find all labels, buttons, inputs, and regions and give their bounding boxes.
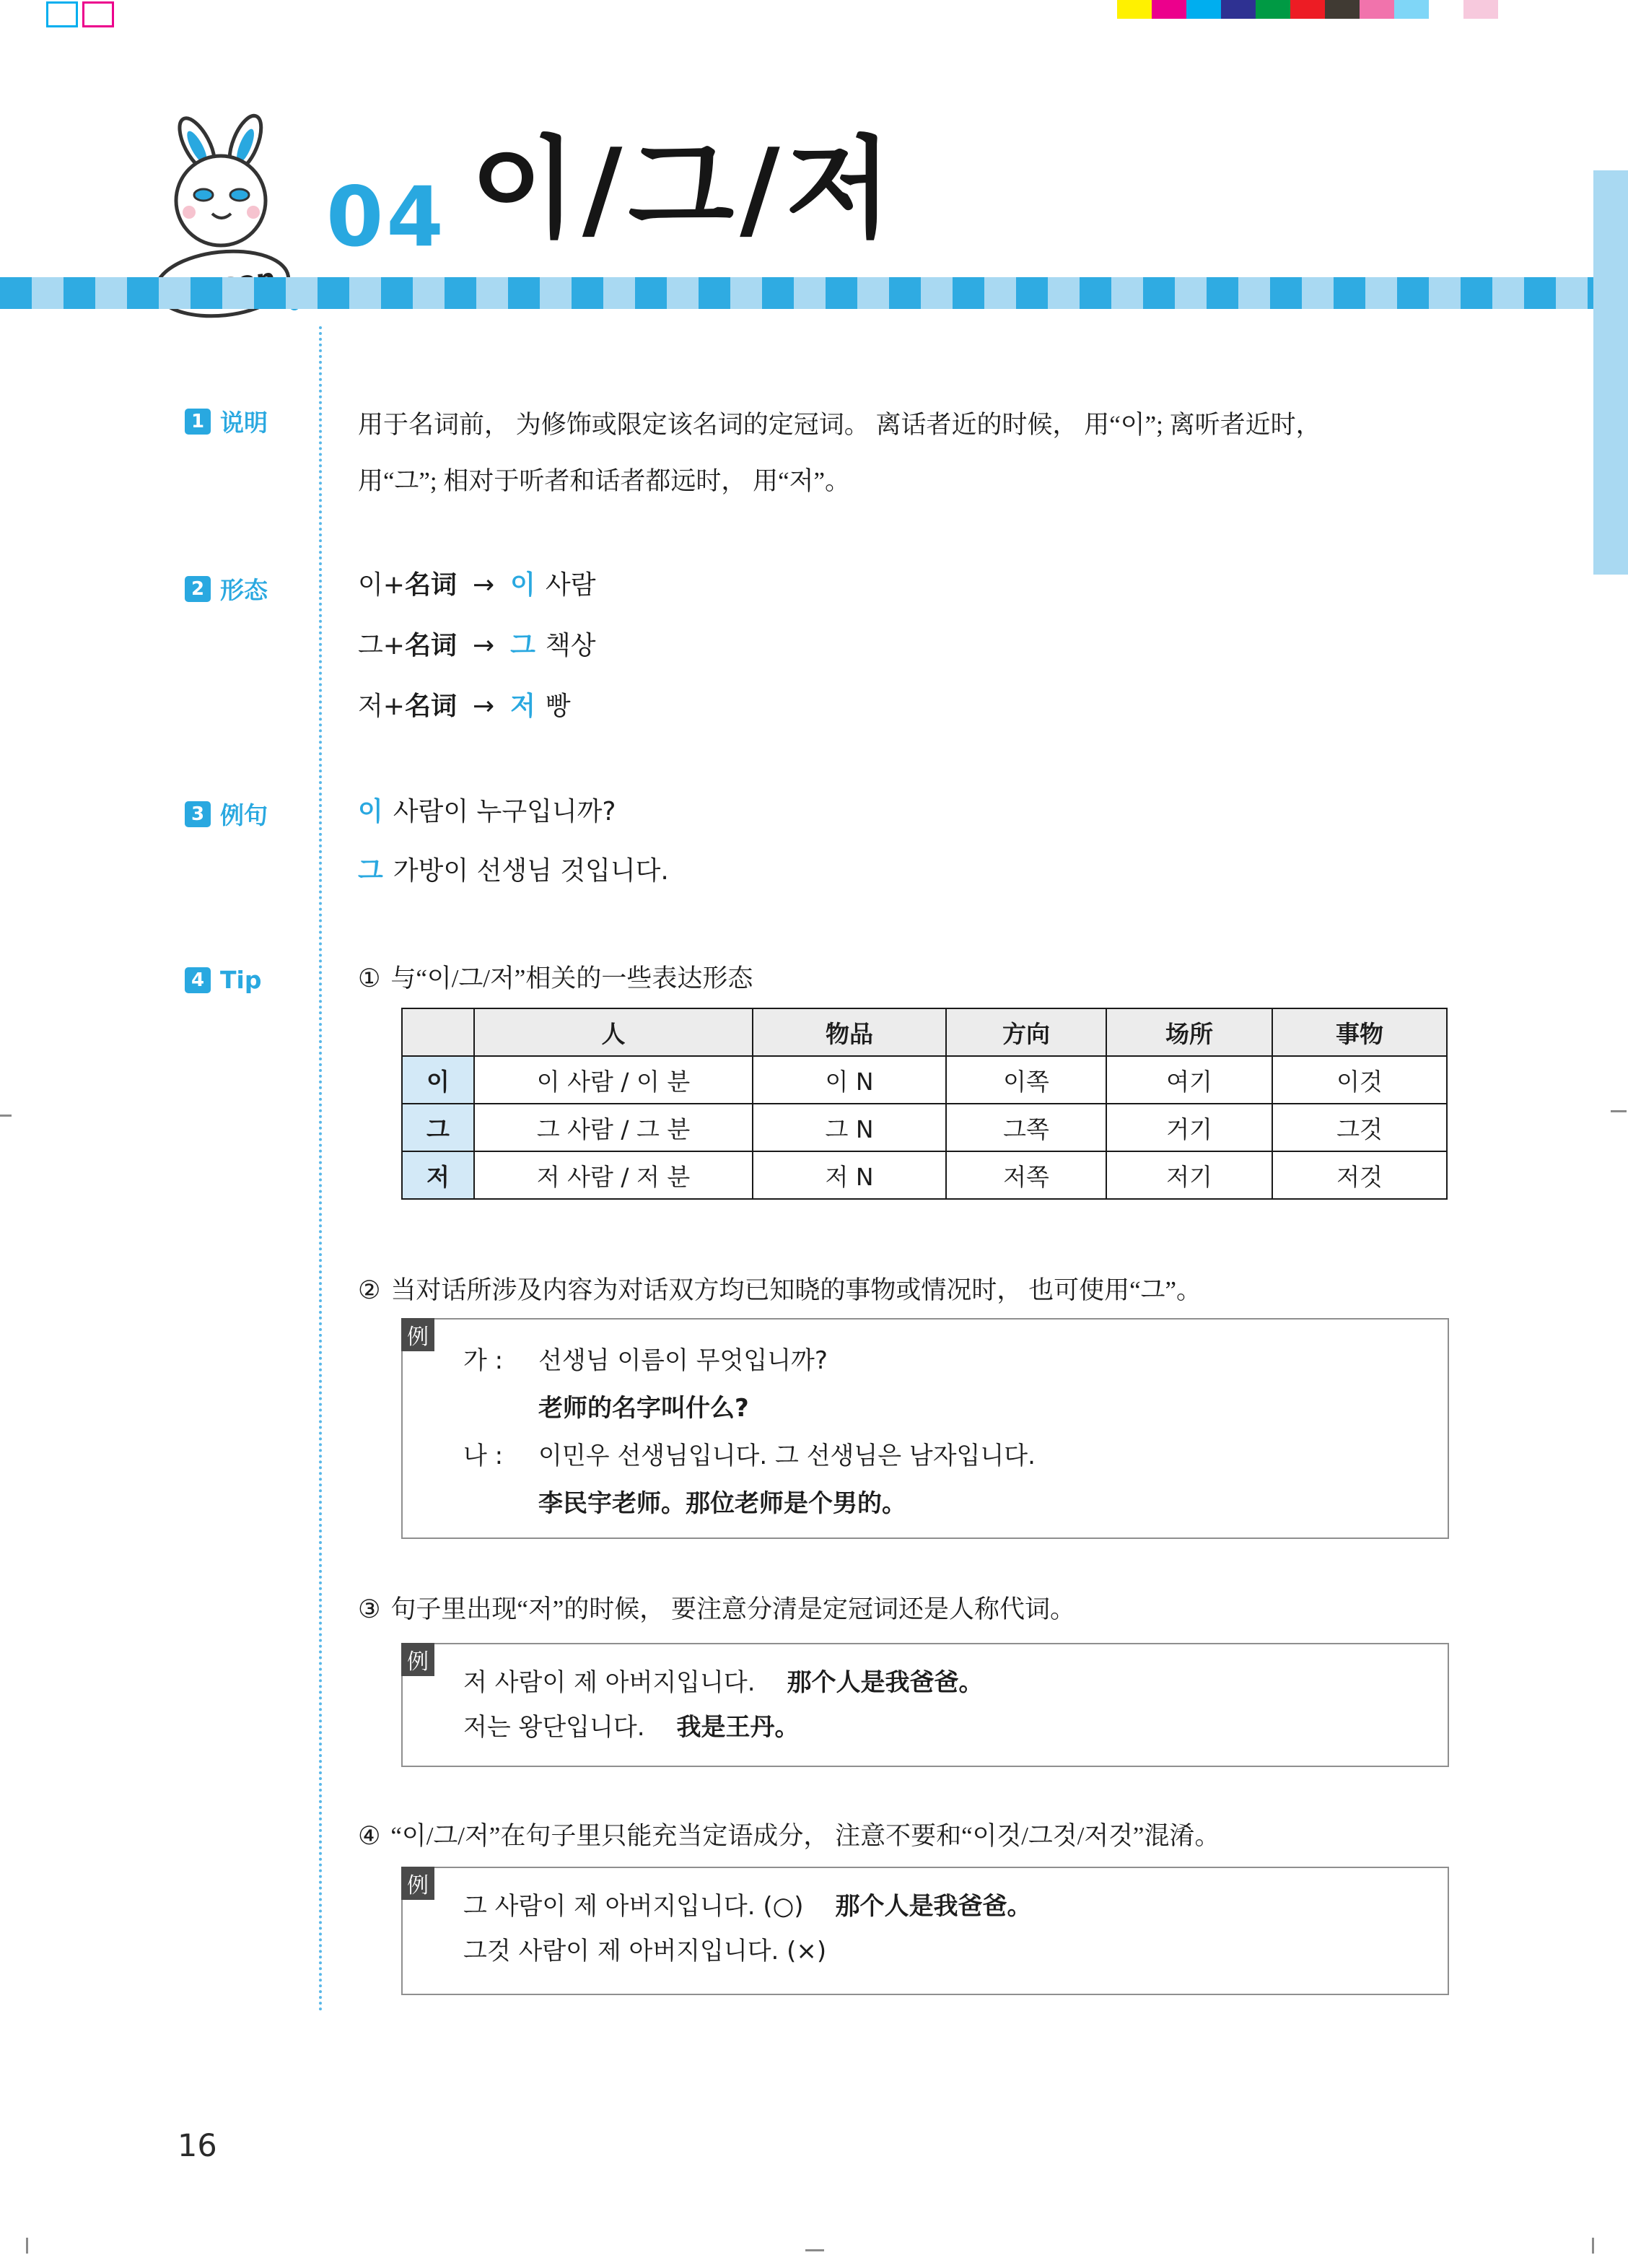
form-item <box>358 564 595 601</box>
circled-number-icon: ④ <box>358 1822 381 1851</box>
registration-mark-icon <box>82 1 114 27</box>
example-tab: 例 <box>401 1643 434 1676</box>
form-prefix: 그+ <box>358 631 405 660</box>
registration-tick <box>1592 2238 1594 2254</box>
demonstratives-table <box>401 1008 1448 1200</box>
dotted-divider <box>319 326 322 2012</box>
color-patch <box>1152 0 1186 19</box>
example-korean: 그것 사람이 제 아버지입니다. (×) <box>463 1937 827 1966</box>
form-example: 빵 <box>545 692 571 721</box>
section-label-explanation <box>185 404 268 438</box>
example-line <box>463 1929 1419 1973</box>
color-patch <box>1221 0 1256 19</box>
table-rowhead-cell: 이 <box>402 1056 474 1104</box>
table-row <box>402 1056 1447 1104</box>
form-determiner: 저 <box>510 692 535 721</box>
page-number: 16 <box>178 2128 217 2164</box>
form-item <box>358 625 595 662</box>
registration-mark-icon <box>46 1 78 27</box>
example-chinese: 那个人是我爸爸。 <box>835 1892 1032 1921</box>
table-cell: 저기 <box>1106 1151 1272 1199</box>
section-name: 说明 <box>220 411 268 437</box>
table-cell: 그쪽 <box>946 1104 1106 1151</box>
section-number-badge: 2 <box>185 576 211 602</box>
tip-text: “이/그/저”在句子里只能充当定语成分， 注意不要和“이것/그것/저것”混淆。 <box>390 1822 1220 1850</box>
table-cell: 그 사람 / 그 분 <box>474 1104 753 1151</box>
example-box-contrast <box>401 1867 1449 1995</box>
lesson-number: 04 <box>326 169 447 265</box>
color-patch <box>1186 0 1221 19</box>
form-item <box>358 686 571 723</box>
form-determiner: 그 <box>510 631 535 660</box>
arrow-icon: → <box>472 631 495 660</box>
table-row <box>402 1151 1447 1199</box>
table-cell: 저 N <box>753 1151 946 1199</box>
table-cell: 이 N <box>753 1056 946 1104</box>
table-header-cell: 场所 <box>1106 1008 1272 1056</box>
dialogue-line <box>463 1432 1419 1480</box>
registration-tick <box>26 2238 28 2254</box>
section-name: 例句 <box>220 803 268 829</box>
form-noun: 名词 <box>404 631 457 660</box>
tip-item-2 <box>358 1270 1202 1307</box>
registration-tick <box>1611 1110 1627 1112</box>
dialogue-korean: 선생님 이름이 무엇입니까? <box>538 1346 828 1375</box>
tip-text: 句子里出现“저”的时候， 要注意分清是定冠词还是人称代词。 <box>390 1595 1076 1623</box>
dialogue-korean: 이민우 선생님입니다. 그 선생님은 남자입니다. <box>538 1442 1036 1470</box>
form-noun: 名词 <box>404 570 457 600</box>
example-sentence <box>358 791 616 828</box>
form-noun: 名词 <box>404 692 457 721</box>
registration-tick <box>0 1115 12 1117</box>
example-box-body <box>403 1868 1448 1973</box>
circled-number-icon: ① <box>358 964 381 993</box>
table-cell: 이것 <box>1272 1056 1447 1104</box>
table-rowhead-cell: 저 <box>402 1151 474 1199</box>
form-example: 사람 <box>545 570 596 600</box>
example-chinese: 我是王丹。 <box>676 1713 800 1742</box>
tip-item-4 <box>358 1816 1220 1852</box>
color-patch <box>1394 0 1429 19</box>
table-header-cell: 人 <box>474 1008 753 1056</box>
table-header-cell: 事物 <box>1272 1008 1447 1056</box>
tip-text: 当对话所涉及内容为对话双方均已知晓的事物或情况时， 也可使用“그”。 <box>390 1276 1202 1304</box>
table-cell: 그 N <box>753 1104 946 1151</box>
table-cell: 여기 <box>1106 1056 1272 1104</box>
section-number-badge: 1 <box>185 409 211 435</box>
section-number-badge: 4 <box>185 967 211 993</box>
example-sentence <box>358 850 669 887</box>
example-chinese: 那个人是我爸爸。 <box>787 1668 984 1697</box>
table-header-cell <box>402 1008 474 1056</box>
dialogue-line <box>463 1384 1419 1432</box>
color-patch <box>1117 0 1152 19</box>
color-patch <box>1325 0 1360 19</box>
explanation-line: 用于名词前， 为修饰或限定该名词的定冠词。 离话者近的时候， 用“이”; 离听者近时， <box>358 411 1321 439</box>
example-box-body <box>403 1320 1448 1527</box>
example-tab: 例 <box>401 1867 434 1900</box>
circled-number-icon: ③ <box>358 1595 381 1624</box>
section-label-form <box>185 572 268 606</box>
table-rowhead-cell: 그 <box>402 1104 474 1151</box>
table-header-cell: 物品 <box>753 1008 946 1056</box>
section-name: 形态 <box>220 578 268 604</box>
table-cell: 저것 <box>1272 1151 1447 1199</box>
form-prefix: 저+ <box>358 692 405 721</box>
sentence-text: 사람이 누구입니까? <box>393 797 616 826</box>
dialogue-line <box>463 1480 1419 1527</box>
tip-text: 与“이/그/저”相关的一些表达形态 <box>390 964 753 993</box>
example-line <box>463 1705 1419 1750</box>
table-cell: 저 사람 / 저 분 <box>474 1151 753 1199</box>
sentence-determiner: 이 <box>358 797 383 826</box>
color-patch <box>1360 0 1394 19</box>
color-patch <box>1256 0 1290 19</box>
table-header-cell: 方向 <box>946 1008 1106 1056</box>
table-cell: 그것 <box>1272 1104 1447 1151</box>
dialogue-speaker: 나 : <box>463 1442 504 1470</box>
tip-item-1 <box>358 959 753 995</box>
side-tab <box>1593 170 1628 575</box>
sentence-text: 가방이 선생님 것입니다. <box>393 856 669 886</box>
explanation-line: 用“그”; 相对于听者和话者都远时， 用“저”。 <box>358 467 850 495</box>
color-patch <box>1429 0 1463 19</box>
arrow-icon: → <box>472 570 495 600</box>
dialogue-chinese: 老师的名字叫什么? <box>538 1394 749 1423</box>
explanation-paragraph <box>358 397 1527 510</box>
example-tab: 例 <box>401 1318 434 1351</box>
example-line <box>463 1884 1419 1929</box>
color-patch <box>1290 0 1325 19</box>
dialogue-speaker: 가 : <box>463 1346 504 1375</box>
section-number-badge: 3 <box>185 801 211 827</box>
tip-item-3 <box>358 1589 1075 1626</box>
form-example: 책상 <box>545 631 596 660</box>
table-header-row <box>402 1008 1447 1056</box>
example-box-determiner <box>401 1643 1449 1767</box>
example-box-dialogue <box>401 1318 1449 1539</box>
section-label-tip <box>185 966 261 994</box>
dialogue-chinese: 李民宇老师。那位老师是个男的。 <box>538 1489 906 1518</box>
sentence-determiner: 그 <box>358 856 383 886</box>
table-cell: 거기 <box>1106 1104 1272 1151</box>
dialogue-line <box>463 1337 1419 1384</box>
color-patch <box>1463 0 1498 19</box>
example-korean: 저 사람이 제 아버지입니다. <box>463 1668 756 1697</box>
table-row <box>402 1104 1447 1151</box>
form-prefix: 이+ <box>358 570 405 600</box>
section-label-examples <box>185 797 268 831</box>
table-cell: 저쪽 <box>946 1151 1106 1199</box>
page-title: 이/그/저 <box>471 125 898 253</box>
example-korean: 저는 왕단입니다. <box>463 1713 645 1742</box>
registration-tick <box>805 2249 824 2251</box>
form-determiner: 이 <box>510 570 535 600</box>
circled-number-icon: ② <box>358 1276 381 1305</box>
table-cell: 이 사람 / 이 분 <box>474 1056 753 1104</box>
example-korean: 그 사람이 제 아버지입니다. (○) <box>463 1892 804 1921</box>
arrow-icon: → <box>472 692 495 721</box>
section-name: Tip <box>220 966 262 994</box>
table-cell: 이쪽 <box>946 1056 1106 1104</box>
example-box-body <box>403 1644 1448 1750</box>
print-color-bar <box>1117 0 1498 19</box>
decorative-stripe-band <box>0 277 1628 309</box>
example-line <box>463 1660 1419 1705</box>
